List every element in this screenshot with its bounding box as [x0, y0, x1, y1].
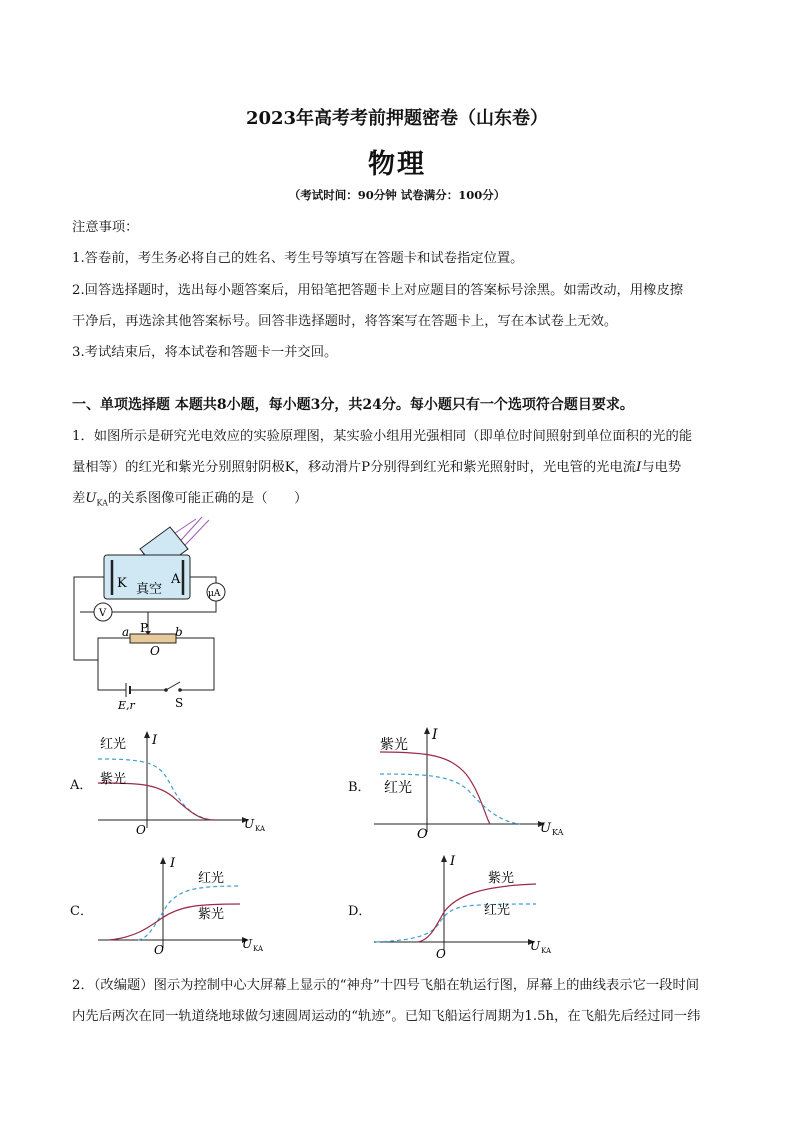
label-b: b: [175, 625, 183, 639]
arrow-icon: [441, 855, 447, 862]
switch: [166, 682, 180, 690]
option-D-graph: [370, 850, 585, 965]
axis-label-U: U: [244, 817, 255, 831]
wire: [190, 577, 216, 583]
option-B-graph: [370, 722, 585, 842]
option-C-graph: [94, 852, 279, 962]
note-item-2-cont: 干净后，再选涂其他答案标号。回答非选择题时，将答案写在答题卡上，写在本试卷上无效。: [72, 314, 618, 329]
label-microammeter: μA: [208, 589, 221, 599]
origin-label: O: [136, 823, 146, 837]
axis-label-U: U: [530, 939, 541, 953]
label-K: K: [117, 576, 127, 591]
curve-label-2: 紫光: [100, 772, 127, 787]
q1-line-3: 差$U_{KA}$的关系图像可能正确的是（ ）: [72, 491, 308, 508]
q1-line-1: 1．如图所示是研究光电效应的实验原理图，某实验小组用光强相同（即单位时间照射到单位面积的光的能: [72, 429, 693, 444]
note-item-2: 2.回答选择题时，选出每小题答案后，用铅笔把答题卡上对应题目的答案标号涂黑。如需改动，用橡皮擦: [72, 283, 684, 298]
question-1: [72, 421, 722, 519]
origin-label: O: [154, 943, 164, 957]
axis-label-I: I: [450, 854, 456, 869]
label-O: O: [150, 644, 160, 658]
exam-title: 2023年高考考前押题密卷（山东卷）: [245, 108, 549, 129]
option-B-label: B．: [348, 780, 371, 795]
label-A: A: [171, 572, 181, 587]
axis-label-sub: KA: [552, 828, 564, 837]
curve-label-1: 紫光: [488, 871, 515, 886]
note-item-1: 1.答卷前，考生务必将自己的姓名、考生号等填写在答题卡和试卷指定位置。: [72, 251, 524, 266]
arrow-icon: [424, 727, 430, 734]
dashed-curve: [138, 886, 240, 940]
option-A-label: A．: [70, 778, 93, 793]
rheostat: [130, 634, 176, 643]
label-voltmeter: V: [99, 608, 107, 619]
label-switch: S: [175, 696, 184, 710]
arrow-icon: [144, 731, 150, 738]
notes-heading: 注意事项：: [72, 220, 139, 235]
curve-label-2: 红光: [484, 903, 511, 918]
label-a: a: [122, 625, 130, 639]
dashed-curve: [98, 759, 214, 820]
option-C-label: C．: [70, 904, 93, 919]
curve-label-1: 红光: [198, 871, 225, 886]
axis-label-U: U: [540, 821, 551, 836]
wire: [176, 638, 214, 690]
label-vacuum: 真空: [136, 582, 163, 597]
q2-line-1: 2．（改编题）图示为控制中心大屏幕上显示的“神舟”十四号飞船在轨运行图，屏幕上的曲线表示它一段时间: [72, 978, 700, 993]
subject-title: 物理: [368, 149, 426, 180]
axis-label-I: I: [170, 856, 176, 871]
q1-line-2: 量相等）的红光和紫光分别照射阴极K，移动滑片P分别得到红光和紫光照射时，光电管的光电流I与电势: [72, 460, 682, 475]
photoelectric-circuit-diagram: [60, 515, 240, 715]
q2-line-2: 内先后两次在同一轨道绕地球做匀速圆周运动的“轨迹”。已知飞船运行周期为1.5h，在飞船先后经过同一纬: [72, 1009, 701, 1024]
axis-label-sub: KA: [541, 947, 552, 955]
note-item-3: 3.考试结束后，将本试卷和答题卡一并交回。: [72, 345, 338, 360]
curve-label-1: 紫光: [380, 737, 408, 753]
wire: [98, 638, 130, 660]
question-2: [72, 970, 722, 1032]
axis-label-sub: KA: [255, 825, 266, 833]
exam-info: （考试时间：90分钟 试卷满分：100分）: [288, 188, 506, 202]
origin-label: O: [417, 827, 428, 842]
curve-label-1: 红光: [100, 737, 127, 752]
axis-label-I: I: [152, 733, 158, 748]
wire: [98, 660, 126, 690]
axis-label-I: I: [432, 727, 438, 743]
option-A-graph: [94, 728, 279, 838]
switch-contact: [164, 688, 168, 692]
curve-label-2: 紫光: [198, 907, 225, 922]
curve-label-2: 红光: [384, 780, 412, 796]
option-D-label: D．: [348, 904, 372, 919]
section-heading: 一、单项选择题 本题共8小题，每小题3分，共24分。每小题只有一个选项符合题目要求。: [72, 397, 634, 413]
axis-label-U: U: [242, 937, 253, 951]
origin-label: O: [436, 947, 446, 961]
axis-label-sub: KA: [253, 945, 264, 953]
solid-curve: [418, 884, 536, 942]
switch-contact: [178, 688, 182, 692]
label-P: P: [140, 621, 149, 635]
dashed-curve: [376, 904, 536, 942]
arrow-icon: [160, 857, 166, 864]
label-battery: E,r: [118, 699, 135, 712]
